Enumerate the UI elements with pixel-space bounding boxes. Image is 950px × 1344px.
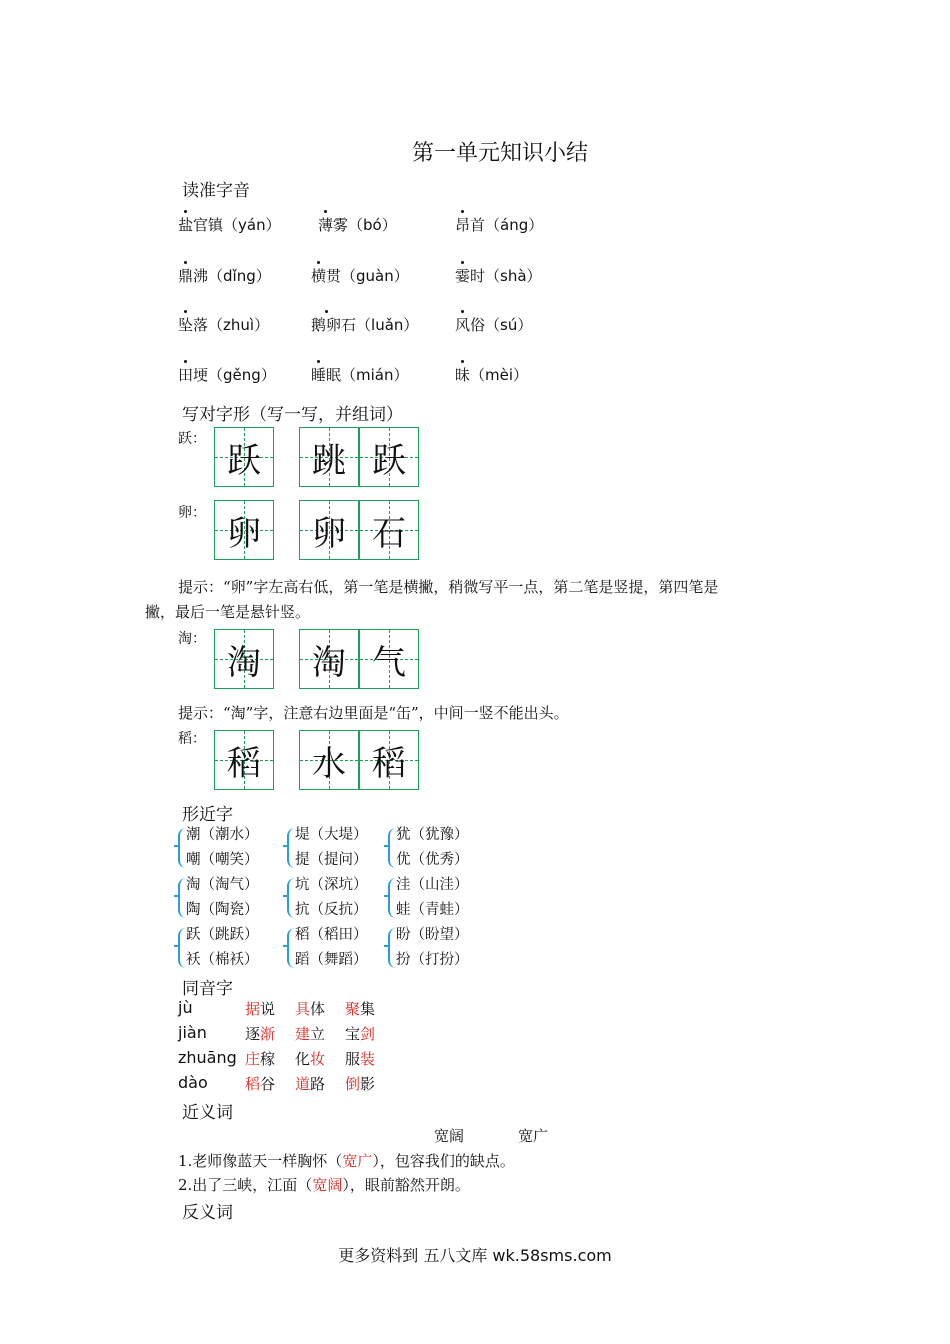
char-box: 石	[359, 500, 419, 560]
homophone-pinyin: zhuāng	[178, 1048, 237, 1067]
similar-pair: 堤（大堤） 提（提问）	[295, 827, 368, 868]
similar-pair: 跃（跳跃） 袄（棉袄）	[186, 927, 259, 968]
char-box: 水	[299, 730, 359, 790]
section-shape: 写对字形（写一写，并组词）	[182, 405, 403, 425]
char-box: 跳	[299, 427, 359, 487]
char-box: 卵	[214, 500, 274, 560]
brace-icon	[178, 928, 186, 968]
brace-icon	[287, 878, 295, 918]
homophone-word: 建立	[295, 1025, 326, 1043]
brace-icon	[287, 928, 295, 968]
similar-pair: 盼（盼望） 扮（打扮）	[396, 927, 469, 968]
footer: 更多资料到 五八文库 wk.58sms.com	[338, 1246, 612, 1265]
homophone-word: 化妆	[295, 1050, 326, 1068]
pronunciation-item: 昧（mèi）	[455, 366, 529, 384]
char-box: 气	[359, 629, 419, 689]
synonym-option: 宽广	[518, 1127, 549, 1145]
char-box: 跃	[359, 427, 419, 487]
homophone-word: 宝剑	[345, 1025, 376, 1043]
homophone-pinyin: dào	[178, 1073, 208, 1092]
brace-icon	[388, 828, 396, 868]
pronunciation-item: 横贯（guàn）	[311, 267, 409, 285]
homophone-word: 聚集	[345, 1000, 376, 1018]
pronunciation-item: 睡眠（mián）	[311, 366, 409, 384]
section-pronunciation: 读准字音	[182, 181, 250, 201]
brace-icon	[178, 878, 186, 918]
char-box: 稻	[214, 730, 274, 790]
homophone-word: 逐渐	[245, 1025, 276, 1043]
pronunciation-item: 坠落（zhuì）	[178, 316, 270, 334]
pronunciation-item: 盐官镇（yán）	[178, 216, 281, 234]
homophone-word: 道路	[295, 1075, 326, 1093]
char-box: 淘	[299, 629, 359, 689]
section-synonym: 近义词	[182, 1103, 233, 1123]
char-box: 卵	[299, 500, 359, 560]
similar-pair: 稻（稻田） 蹈（舞蹈）	[295, 927, 368, 968]
homophone-pinyin: jiàn	[178, 1023, 207, 1042]
synonym-option: 宽阔	[434, 1127, 465, 1145]
synonym-sentence-1: 1.老师像蓝天一样胸怀（宽广），包容我们的缺点。	[178, 1152, 515, 1170]
brace-icon	[287, 828, 295, 868]
pronunciation-item: 薄雾（bó）	[318, 216, 397, 234]
hint-1b: 撇，最后一笔是悬针竖。	[145, 603, 311, 621]
hint-2: 提示：“淘”字，注意右边里面是“缶”，中间一竖不能出头。	[178, 704, 569, 722]
page-title: 第一单元知识小结	[411, 141, 588, 166]
pronunciation-item: 田埂（gěng）	[178, 366, 276, 384]
shape-label-1: 跃：	[178, 431, 206, 447]
hint-1a: 提示：“卵”字左高右低，第一笔是横撇，稍微写平一点，第二笔是竖提，第四笔是	[178, 578, 719, 596]
shape-label-2: 卵：	[178, 505, 206, 521]
pronunciation-item: 鼎沸（dǐng）	[178, 267, 271, 285]
char-box: 淘	[214, 629, 274, 689]
section-similar: 形近字	[182, 805, 233, 825]
pronunciation-item: 昂首（áng）	[455, 216, 544, 234]
homophone-pinyin: jù	[178, 998, 193, 1017]
similar-pair: 犹（犹豫） 优（优秀）	[396, 827, 469, 868]
homophone-word: 据说	[245, 1000, 276, 1018]
similar-pair: 洼（山洼） 蛙（青蛙）	[396, 877, 469, 918]
brace-icon	[178, 828, 186, 868]
section-homophone: 同音字	[182, 979, 233, 999]
char-box: 跃	[214, 427, 274, 487]
homophone-word: 庄稼	[245, 1050, 276, 1068]
homophone-word: 具体	[295, 1000, 326, 1018]
pronunciation-item: 霎时（shà）	[455, 267, 542, 285]
homophone-word: 稻谷	[245, 1075, 276, 1093]
brace-icon	[388, 878, 396, 918]
similar-pair: 坑（深坑） 抗（反抗）	[295, 877, 368, 918]
similar-pair: 淘（淘气） 陶（陶瓷）	[186, 877, 259, 918]
section-antonym: 反义词	[182, 1203, 233, 1223]
homophone-word: 服装	[345, 1050, 376, 1068]
pronunciation-item: 鹅卵石（luǎn）	[311, 316, 419, 334]
synonym-sentence-2: 2.出了三峡，江面（宽阔），眼前豁然开朗。	[178, 1176, 470, 1194]
similar-pair: 潮（潮水） 嘲（嘲笑）	[186, 827, 259, 868]
char-box: 稻	[359, 730, 419, 790]
shape-label-4: 稻：	[178, 731, 206, 747]
brace-icon	[388, 928, 396, 968]
pronunciation-item: 风俗（sú）	[455, 316, 533, 334]
homophone-word: 倒影	[345, 1075, 376, 1093]
shape-label-3: 淘：	[178, 631, 206, 647]
